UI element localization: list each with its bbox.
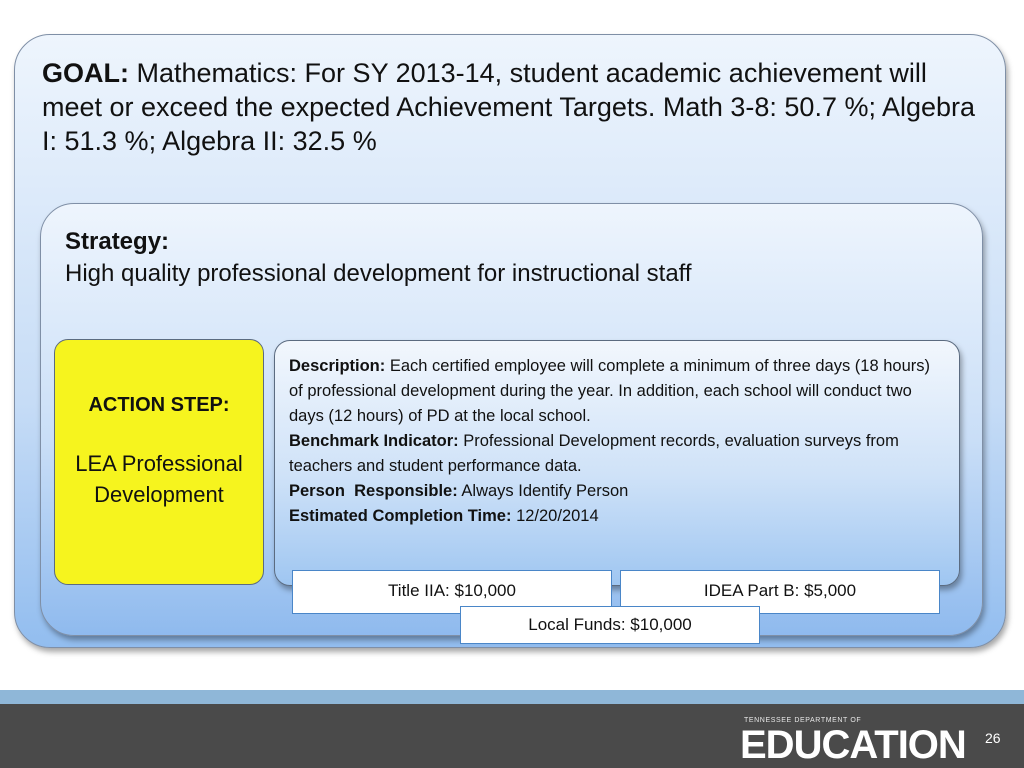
- benchmark-label: Benchmark Indicator:: [289, 432, 459, 450]
- strategy-label: Strategy:: [65, 228, 170, 255]
- completion-line: [289, 504, 947, 529]
- goal-body: Mathematics: For SY 2013-14, student academic achievement will meet or exceed the expected Achievement Targets. Math 3-8: 50.7 %; Algebra I: 51.3 %; Algebra II: 32.5 %: [42, 58, 976, 156]
- action-step-title: ACTION STEP:: [88, 394, 230, 416]
- action-details-box: [274, 340, 960, 586]
- education-logo: EDUCATION: [740, 723, 966, 767]
- description-label: Description:: [289, 357, 386, 375]
- strategy-text: High quality professional development for instructional staff: [65, 260, 692, 287]
- person-line: [289, 479, 947, 504]
- person-text: Always Identify Person: [457, 482, 629, 500]
- action-step-text: LEA Professional Development: [75, 451, 243, 507]
- description-line: [289, 354, 947, 429]
- completion-text: 12/20/2014: [511, 507, 599, 525]
- funding-title-iia: Title IIA: $10,000: [292, 570, 612, 614]
- benchmark-text: Professional Development records, evaluation surveys from teachers and student performance data.: [289, 432, 899, 475]
- completion-label: Estimated Completion Time:: [289, 507, 512, 525]
- benchmark-line: [289, 429, 947, 479]
- person-label: Person Responsible:: [289, 482, 458, 500]
- funding-idea-part-b: IDEA Part B: $5,000: [620, 570, 940, 614]
- footer-stripe: [0, 690, 1024, 704]
- goal-text: [42, 56, 982, 158]
- goal-label: GOAL:: [42, 58, 129, 88]
- action-step-box: [54, 339, 264, 585]
- funding-local-funds: Local Funds: $10,000: [460, 606, 760, 644]
- description-text: Each certified employee will complete a minimum of three days (18 hours) of professional development during the year. In addition, each school will conduct two days (12 hours) of PD at the local school.: [289, 357, 930, 425]
- page-number: 26: [985, 730, 1001, 746]
- logo-subtitle: TENNESSEE DEPARTMENT OF: [744, 717, 862, 724]
